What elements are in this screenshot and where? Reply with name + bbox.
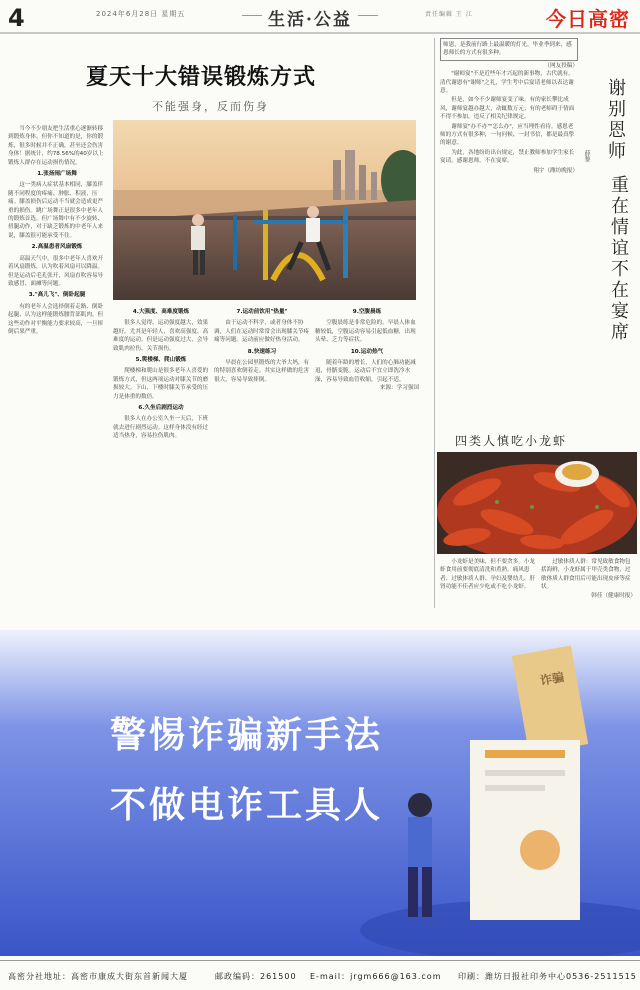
heading-2: 2.高温患者风扇锻炼 [31,244,83,251]
side-box-tag: （网友投稿） [544,62,578,69]
heading-6: 6.久坐后剧烈运动 [138,405,184,412]
crayfish-signature: 韩佳（健康时报） [591,592,636,599]
heading-3: 3."高儿飞"、倒卧起腿 [28,292,86,299]
crayfish-column-2 [541,558,636,600]
banner-book-text: 诈骗 [539,670,566,688]
paragraph-8: 早晨在公园里锻炼的大爷大妈，有的特别喜欢倒着走。其实这样做的危害很大，容易导致摔倒。 [214,360,310,383]
article-column-2 [113,305,209,441]
paragraph-9: 空腹晨练是非常危险的。早晨人体血糖较低，空腹运动容易引起低血糖，出现头晕、乏力等症状。 [315,320,416,344]
crayfish-column-1 [440,558,536,592]
side-signature: 翔宇（潍坊晚报） [533,167,578,174]
heading-5: 5.爬楼梯、爬山锻炼 [135,357,187,364]
side-title-main: 谢别恩师 [605,78,626,162]
newspaper-logo: 今日高密 [546,7,630,31]
heading-7: 7.运动前饮用"热量" [236,309,288,315]
paragraph-6: 很多人在办公室久坐一天后，下班就去进行剧烈运动。这样身体没有经过适当热身，容易拉伤肌肉。 [113,416,209,440]
paragraph-10: 随着年龄的增长，人们的心肺功能减退，骨骼变脆。运动后不宜立即洗冷水澡，容易导致血管收缩，引起不适。 [315,360,416,383]
column-divider [434,38,435,608]
side-author: 薛黎 [583,150,590,162]
footer [0,960,640,990]
paragraph-1: 这一类病人症状基本相同，膝盖伴随不同程度的疼痛、肿胀、积液，压痛。膝盖损伤后运动不当就会造成更严重的损伤。跳广场舞正是很多中老年人的锻炼首选。但广场舞中有不少旋转、扭腿动作，对于缺乏锻炼的中老年人来说，膝盖很可能承受不住。 [8,182,104,239]
crayfish-title: 四类人慎吃小龙虾 [455,434,568,448]
footer-email: E-mail：jrgm666@163.com [310,972,442,981]
side-box-text: 师恩，是我前行路上最温暖的灯光。毕业季到来，感恩师长的方式有很多种。 [440,38,578,61]
footer-postcode: 邮政编码：261500 [215,972,297,981]
side-paragraph-4: 为此，各地纷纷出台规定，禁止教师参加学生家长宴请。感谢恩师，不在宴席。 [440,149,575,165]
footer-address: 高密分社地址：高密市康成大街东首新闻大厦 [8,972,188,981]
side-title-sub: 重在情谊不在宴席 [608,175,629,343]
side-paragraph-3: 谢师宴"办不办""怎么办"，应当理性看待。感恩老师的方式有很多种，一句问候、一封书信，都是最真挚的谢意。 [440,123,575,147]
paragraph-7: 由于运动不科学，或者身体不协调，人们在运动时常常会出现膝关节疼痛等问题。运动前应做好热身活动。 [214,320,310,344]
masthead [0,0,640,34]
heading-10: 10.运动热气 [350,348,384,355]
article-column-1 [8,125,106,336]
editor-credit: 责任编辑 王 江 [425,11,473,18]
article-source: 来源：学习强国 [379,385,419,392]
side-paragraph-2: 但是，如今不少谢师宴变了味。有的家长攀比成风，谢师宴越办越大，动辄数万元；有的老师碍于情面不得不参加，违反了相关纪律规定。 [440,97,575,121]
article-title: 夏天十大错误锻炼方式 [86,65,317,90]
heading-8: 8.快速练习 [247,348,277,355]
thank-teacher-article [440,38,578,175]
crayfish-paragraph-2: 过敏体质人群：常见致敏食物包括海鲜，小龙虾属于甲壳类食物，过敏体质人群食用后可能出现皮疹等症状。 [541,559,631,591]
banner-line-2: 不做电诈工具人 [110,785,384,826]
heading-1: 1.张扬闹广场舞 [37,171,77,178]
paragraph-2: 高温天气中，很多中老年人喜欢开着风扇锻炼，认为吹着风扇可以降温。但是运动后毛孔张开，风扇直吹容易导致感冒、面瘫等问题。 [8,255,104,287]
crayfish-paragraph-1: 小龙虾是美味，但不要贪多。小龙虾食用前要彻底清洗和煮熟。痛风患者、过敏体质人群、孕妇及婴幼儿、肝肾功能不佳者应少吃或不吃小龙虾。 [440,559,536,591]
article-intro: 当今不少朋友把生活重心逐渐转移到锻炼身体。但你不知道的是，你的锻炼，很多时候并不正确，甚至还会伤害身体！据统计，约78.56%的40岁以上锻炼人群存在运动损伤情况。 [8,126,104,166]
paragraph-5: 爬楼梯和爬山是很多老年人喜爱的锻炼方式，但这两项运动对膝关节的磨损较大。下山、下楼时膝关节承受的压力是体重的数倍。 [113,368,209,400]
paragraph-3: 有的老年人会选择倒着走路、倒卧起腿，认为这样能锻炼腰背部肌肉。但这些动作对平衡能力要求较高，一旦摔倒后果严重。 [8,303,104,335]
article-subtitle: 不能强身，反而伤身 [152,100,269,113]
side-paragraph-1: "谢师宴"不是近些年才兴起的新事物，古代就有。清代谢恩有"谢师"之礼，学生考中后宴请老师以表达谢意。 [440,71,574,95]
article-column-4 [315,305,419,393]
heading-4: 4.大强度、高难度锻炼 [132,309,190,315]
exercise-photo [113,120,416,300]
heading-9: 9.空腹晨练 [352,309,382,315]
article-column-3 [214,305,310,384]
section-title: 生活·公益 [268,5,352,30]
banner-line-1: 警惕诈骗新手法 [110,715,384,756]
paragraph-4: 很多人觉得，运动强度越大，效果越好。尤其是年轻人，喜欢高强度、高难度的运动。但是运动强度过大，会导致肌肉拉伤、关节损伤。 [113,320,209,352]
page-number: 4 [8,4,25,32]
anti-fraud-banner [0,630,640,956]
crayfish-photo [437,452,637,554]
footer-printer: 印刷：潍坊日报社印务中心0536-2511515 [458,972,637,981]
issue-date: 2024年6月28日 星期五 [96,10,186,18]
